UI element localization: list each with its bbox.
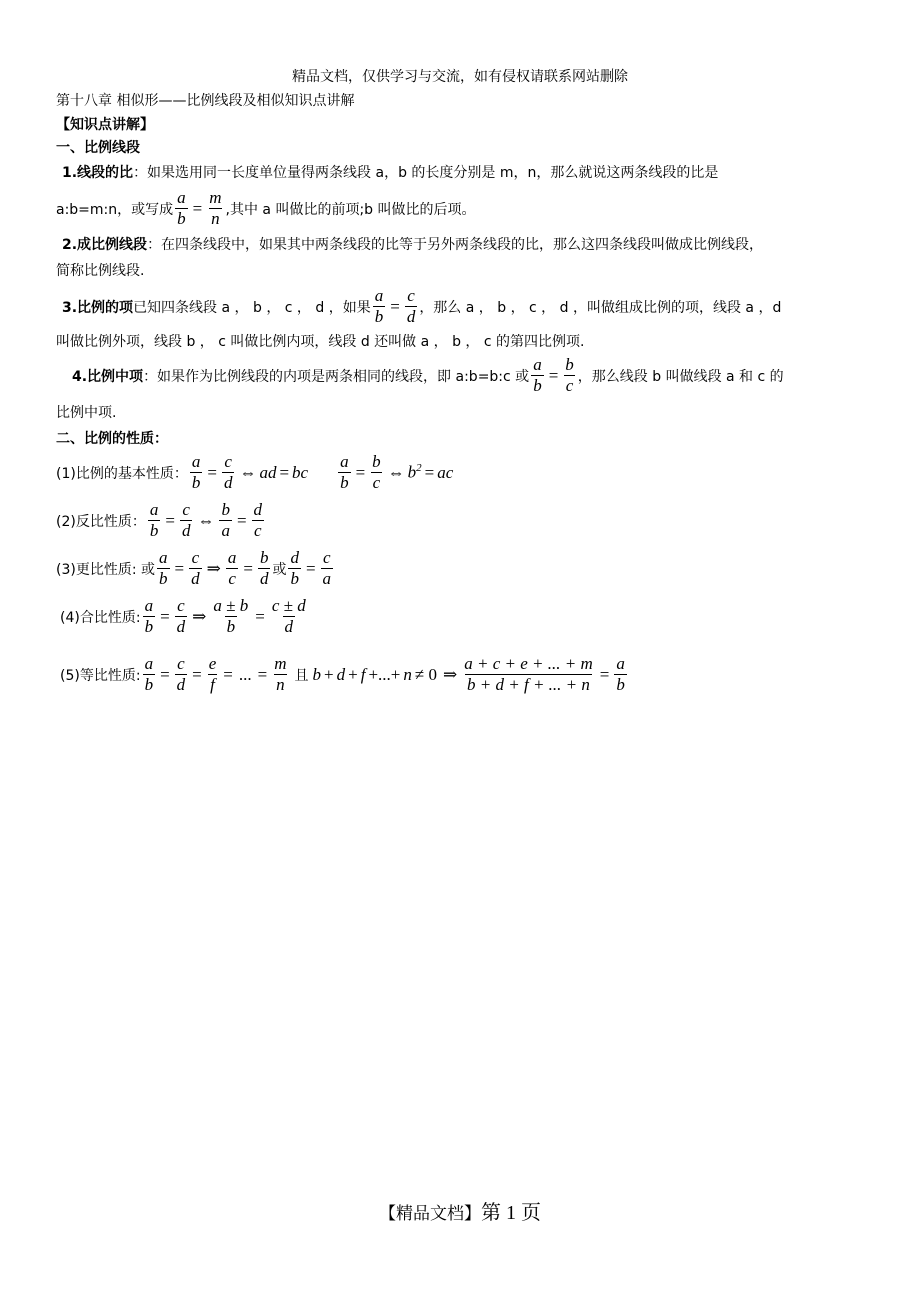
page-title: 第十八章 相似形——比例线段及相似知识点讲解 [56,93,355,109]
property-alternation-or: 或 [272,561,287,578]
paragraph-4: 4.比例中项 ：如果作为比例线段的内项是两条相同的线段，即 a:b=b:c 或 $\frac{a}{b}$ = $\frac{b}{c}$ ，那么线段 b 叫做线段 a 和 c 的 [72,355,784,395]
heading-properties: 二、比例的性质： [56,431,168,447]
property-equal-ratio-label: (5)等比性质: [60,667,141,684]
paragraph-1 [62,162,718,182]
fraction-a-over-b: $\frac{a}{b}$ [533,355,542,395]
paragraph-1-line2: a:b=m:n，或写成 $\frac{a}{b}$ = $\frac{m}{n}$ ,其中 a 叫做比的前项;b 叫做比的后项。 [56,188,476,228]
paragraph-1-line2-b: ,其中 a 叫做比的前项;b 叫做比的后项。 [225,201,476,218]
paragraph-1-text: ：如果选用同一长度单位量得两条线段 a，b 的长度分别是 m，n，那么就说这两条线段的比是 [133,165,719,181]
property-equal-ratio-and: 且 [294,667,309,684]
paragraph-4-line2: 比例中项. [56,405,117,421]
fraction-b-over-c: $\frac{b}{c}$ [565,355,574,395]
property-composition: (4)合比性质: $\frac{a}{b}$ = $\frac{c}{d}$ ⇒ $\frac{a \pm b}{b}$ = $\frac{c \pm d}{d}$ [60,596,306,636]
paragraph-3: 3.比例的项 已知四条线段 a ， b ， c ， d ，如果 $\frac{a}{b}$ = $\frac{c}{d}$ ，那么 a ， b ， c ， d ，叫做组成比例的项，线段 a ，d [62,286,782,326]
section-label: 【知识点讲解】 [56,117,154,133]
footer-bracket-label: 【精品文档】 [379,1204,481,1223]
paragraph-3-text-b: ，那么 a ， b ， c ， d ，叫做组成比例的项，线段 a ，d [419,299,782,316]
header-watermark: 精品文档，仅供学习与交流，如有侵权请联系网站删除 [292,69,628,85]
fraction-c-over-d: $\frac{c}{d}$ [406,286,416,326]
property-equal-ratio: (5)等比性质: $\frac{a}{b}$ = $\frac{c}{d}$ = $\frac{e}{f}$ = ... = $\frac{m}{n}$ 且 b + d + f +...+ n ≠ 0 ⇒ $\frac{a + c + e + ... + m}{b + d + f + ... + n}$ = $\frac{a}{b}$ [60,654,625,694]
property-basic-label: (1)比例的基本性质： [56,465,188,482]
page-footer [0,1196,920,1225]
property-basic: (1)比例的基本性质： $\frac{a}{b}$ = $\frac{c}{d}$ ⇔ ad = bc $\frac{a}{b}$ = $\frac{b}{c}$ ⇔ $b^2$ = ac [56,452,454,492]
fraction-m-over-n: $\frac{m}{n}$ [209,188,222,228]
heading-proportional-segments: 一、比例线段 [56,140,140,156]
paragraph-1-line2-a: a:b=m:n，或写成 [56,201,174,218]
fraction-a-over-b: $\frac{a}{b}$ [374,286,384,326]
paragraph-4-text-a: ：如果作为比例线段的内项是两条相同的线段，即 a:b=b:c 或 [143,368,530,385]
page-number: 第 1 页 [481,1202,541,1224]
paragraph-4-number: 4.比例中项 [72,368,144,385]
property-alternation-label: (3)更比性质: 或 [56,561,155,578]
paragraph-4-text-b: ，那么线段 b 叫做线段 a 和 c 的 [577,368,784,385]
fraction-a-over-b: $\frac{a}{b}$ [177,188,186,228]
paragraph-3-number: 3.比例的项 [62,299,134,316]
paragraph-1-number: 1.线段的比 [62,165,134,181]
property-inverse: (2)反比性质： $\frac{a}{b}$ = $\frac{c}{d}$ ⇔ $\frac{b}{a}$ = $\frac{d}{c}$ [56,500,263,540]
property-composition-label: (4)合比性质: [60,609,141,626]
property-inverse-label: (2)反比性质： [56,513,146,530]
paragraph-2-line2: 简称比例线段. [56,263,145,279]
paragraph-2 [62,234,763,254]
paragraph-2-number: 2.成比例线段 [62,237,148,253]
property-alternation: (3)更比性质: 或 $\frac{a}{b}$ = $\frac{c}{d}$ ⇒ $\frac{a}{c}$ = $\frac{b}{d}$ 或 $\frac{d}{b}$ = $\frac{c}{a}$ [56,548,332,588]
paragraph-3-text-a: 已知四条线段 a ， b ， c ， d ，如果 [133,299,371,316]
paragraph-2-text: ：在四条线段中，如果其中两条线段的比等于另外两条线段的比，那么这四条线段叫做成比例线段， [147,237,764,253]
paragraph-3-line2: 叫做比例外项，线段 b ， c 叫做比例内项，线段 d 还叫做 a ， b ， c 的第四比例项. [56,334,585,350]
